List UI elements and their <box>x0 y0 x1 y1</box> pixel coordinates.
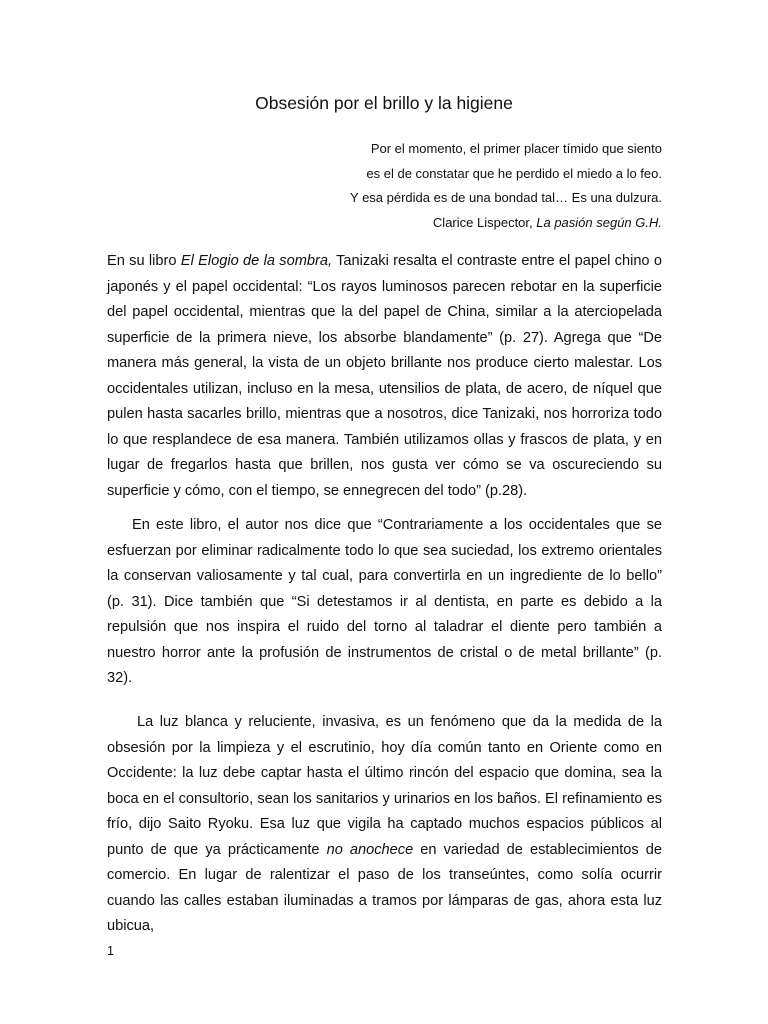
epigraph-line: Y esa pérdida es de una bondad tal… Es una dulzura. <box>350 190 662 205</box>
page-title: Obsesión por el brillo y la higiene <box>255 93 513 113</box>
epigraph-author: Clarice Lispector, <box>432 214 537 230</box>
paragraph-text: La luz blanca y reluciente, invasiva, es un fenómeno que da la medida de la obsesión por la limpieza y el escrutinio, hoy día común tanto en Oriente como en Occidente: la luz debe captar hasta el último rincón del espacio que domina, sea la boca en el consultorio, sean los sanitarios y urinarios en los baños. El refinamiento es frío, dijo Saito Ryoku. Esa luz que vigila ha captado muchos espacios públicos al punto de que ya prácticamente <box>107 714 662 858</box>
body-paragraph-3 <box>107 710 662 940</box>
paragraph-text: Tanizaki resalta el contraste entre el papel chino o japonés y el papel occidental: “Los rayos luminosos parecen rebotar en la superficie del papel occidental, mientras que la del papel de China, similar a la aterciopelada superficie de la primera nieve, los absorbe blandamente” (p. 27). Agrega que “De manera más general, la vista de un objeto brillante nos produce cierto malestar. Los occidentales utilizan, incluso en la mesa, utensilios de plata, de acero, de níquel que pulen hasta sacarles brillo, mientras que a nosotros, dice Tanizaki, nos horroriza todo lo que resplandece de esa manera. También utilizamos ollas y frascos de plata, y en lugar de fregarlos hasta que brillen, nos gusta ver cómo se va oscureciendo su superficie y cómo, con el tiempo, se ennegrecen del todo” (p.28). <box>107 253 662 499</box>
epigraph-work-title: La pasión según G.H. <box>536 214 662 230</box>
body-paragraph-1 <box>107 249 662 504</box>
epigraph-attribution <box>300 211 662 236</box>
paragraph-text: en variedad de establecimientos de comercio. En lugar de ralentizar el paso de los transeúntes, como solía ocurrir cuando las calles estaban iluminadas a tramos por lámparas de gas, ahora esta luz ubicua, <box>107 841 662 934</box>
page-number: 1 <box>107 944 114 958</box>
epigraph-line: Por el momento, el primer placer tímido que siento <box>370 141 662 156</box>
epigraph <box>300 137 662 235</box>
emphasis-text: no anochece <box>326 841 414 858</box>
paragraph-text: En su libro <box>107 253 181 269</box>
epigraph-line: es el de constatar que he perdido el miedo a lo feo. <box>366 165 662 181</box>
body-paragraph-2: En este libro, el autor nos dice que “Contrariamente a los occidentales que se esfuerzan por eliminar radicalmente todo lo que sea suciedad, los extremo orientales la conservan valiosamente y tal cual, para convertirla en un ingrediente de lo bello” (p. 31). Dice también que “Si detestamos ir al dentista, en parte es debido a la repulsión que nos inspira el ruido del torno al taladrar el diente pero también a nuestro horror ante la profusión de instrumentos de cristal o de metal brillante” (p. 32). <box>107 517 662 686</box>
book-title: El Elogio de la sombra, <box>180 253 333 269</box>
